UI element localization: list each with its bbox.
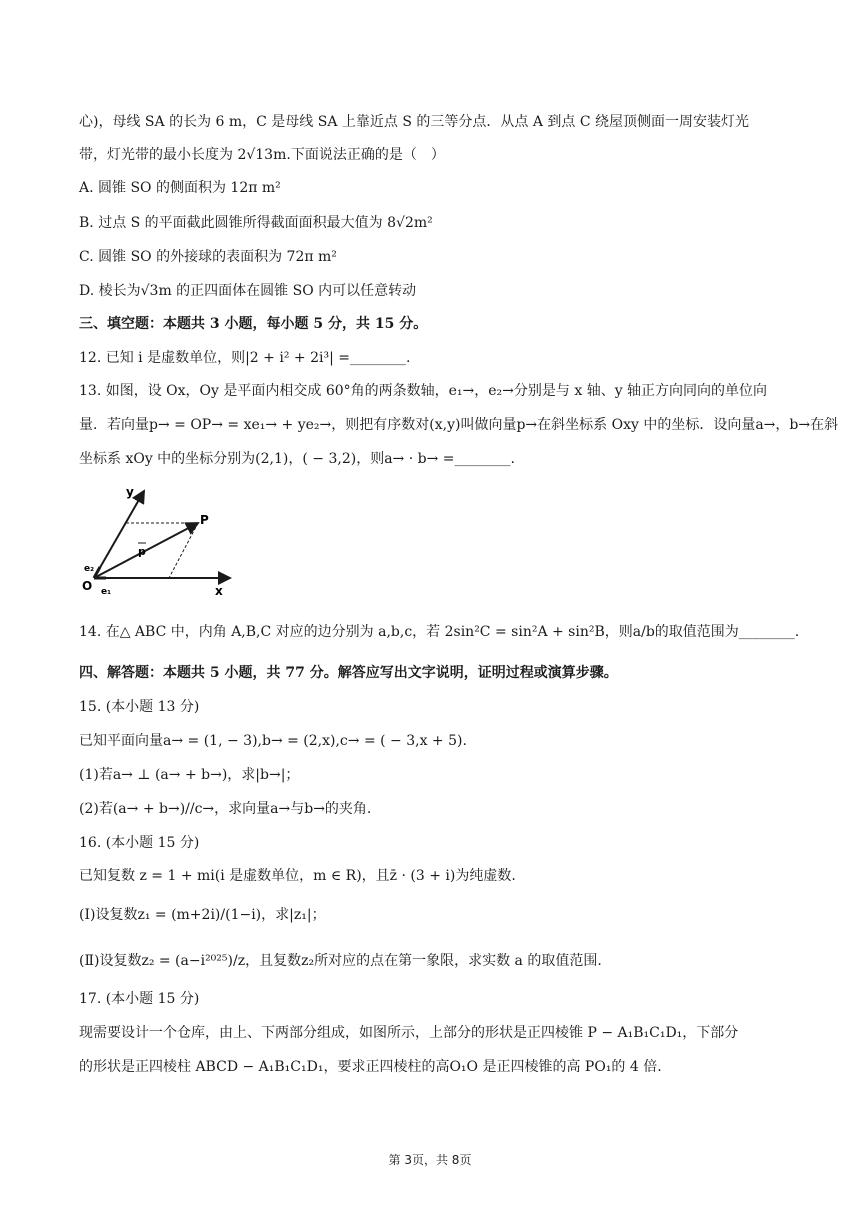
question-15-part-2: (2)若(a→ + b→)//c→，求向量a→与b→的夹角. bbox=[79, 801, 372, 817]
option-c: C. 圆锥 SO 的外接球的表面积为 72π m² bbox=[79, 249, 337, 265]
label-origin: O bbox=[82, 579, 93, 593]
question-15-part-1: (1)若a→ ⊥ (a→ + b→)，求|b→|； bbox=[79, 767, 300, 783]
section-heading-answers: 四、解答题：本题共 5 小题，共 77 分。解答应写出文字说明，证明过程或演算步骤。 bbox=[79, 665, 618, 681]
question-17-stem-1: 现需要设计一个仓库，由上、下两部分组成，如图所示，上部分的形状是正四棱锥 P − A₁B₁C₁D₁，下部分 bbox=[79, 1025, 739, 1041]
question-16-header: 16. (本小题 15 分) bbox=[79, 835, 200, 851]
question-13-line-2: 量．若向量p→ = OP→ = xe₁→ + ye₂→，则把有序数对(x,y)叫做向量p→在斜坐标系 Oxy 中的坐标．设向量a→，b→在斜 bbox=[79, 417, 839, 433]
oblique-coordinate-figure bbox=[82, 483, 242, 603]
option-a: A. 圆锥 SO 的侧面积为 12π m² bbox=[79, 180, 281, 196]
text-line: 带，灯光带的最小长度为 2√13m.下面说法正确的是（ ） bbox=[79, 147, 445, 163]
label-e2: e₂ bbox=[84, 564, 95, 574]
page-footer: 第 3页，共 8页 bbox=[388, 1153, 472, 1167]
label-p-vector: p bbox=[138, 545, 146, 558]
question-17-header: 17. (本小题 15 分) bbox=[79, 991, 200, 1007]
question-12: 12. 已知 i 是虚数单位，则|2 + i² + 2i³| =________. bbox=[79, 350, 411, 366]
label-x: x bbox=[215, 584, 223, 598]
question-15-header: 15. (本小题 13 分) bbox=[79, 699, 200, 715]
option-b: B. 过点 S 的平面截此圆锥所得截面面积最大值为 8√2m² bbox=[79, 215, 433, 231]
question-16-part-1: (Ⅰ)设复数z₁ = (m+2i)/(1−i)，求|z₁|； bbox=[79, 907, 326, 923]
question-17-stem-2: 的形状是正四棱柱 ABCD − A₁B₁C₁D₁，要求正四棱柱的高O₁O 是正四棱锥的高 PO₁的 4 倍. bbox=[79, 1059, 662, 1075]
question-13-line-1: 13. 如图，设 Ox，Oy 是平面内相交成 60°角的两条数轴，e₁→，e₂→分别是与 x 轴、y 轴正方向同向的单位向 bbox=[79, 383, 768, 399]
section-heading-fill-blank: 三、填空题：本题共 3 小题，每小题 5 分，共 15 分。 bbox=[79, 316, 428, 332]
question-16-part-2: (Ⅱ)设复数z₂ = (a−i²⁰²⁵)/z，且复数z₂所对应的点在第一象限，求实数 a 的取值范围. bbox=[79, 953, 602, 969]
label-p-point: P bbox=[200, 513, 209, 527]
label-e1: e₁ bbox=[101, 587, 112, 597]
question-14: 14. 在△ ABC 中，内角 A,B,C 对应的边分别为 a,b,c，若 2sin²C = sin²A + sin²B，则a/b的取值范围为________. bbox=[79, 624, 800, 640]
question-15-stem: 已知平面向量a→ = (1, − 3),b→ = (2,x),c→ = ( − 3,x + 5). bbox=[79, 733, 467, 749]
label-y: y bbox=[126, 485, 134, 499]
question-13-line-3: 坐标系 xOy 中的坐标分别为(2,1)，( − 3,2)，则a→ · b→ =________. bbox=[79, 451, 515, 467]
option-d: D. 棱长为√3m 的正四面体在圆锥 SO 内可以任意转动 bbox=[79, 283, 417, 299]
question-16-stem: 已知复数 z = 1 + mi(i 是虚数单位，m ∈ R)，且z̄ · (3 + i)为纯虚数. bbox=[79, 868, 516, 884]
text-line: 心)，母线 SA 的长为 6 m，C 是母线 SA 上靠近点 S 的三等分点．从点 A 到点 C 绕屋顶侧面一周安装灯光 bbox=[79, 114, 750, 130]
